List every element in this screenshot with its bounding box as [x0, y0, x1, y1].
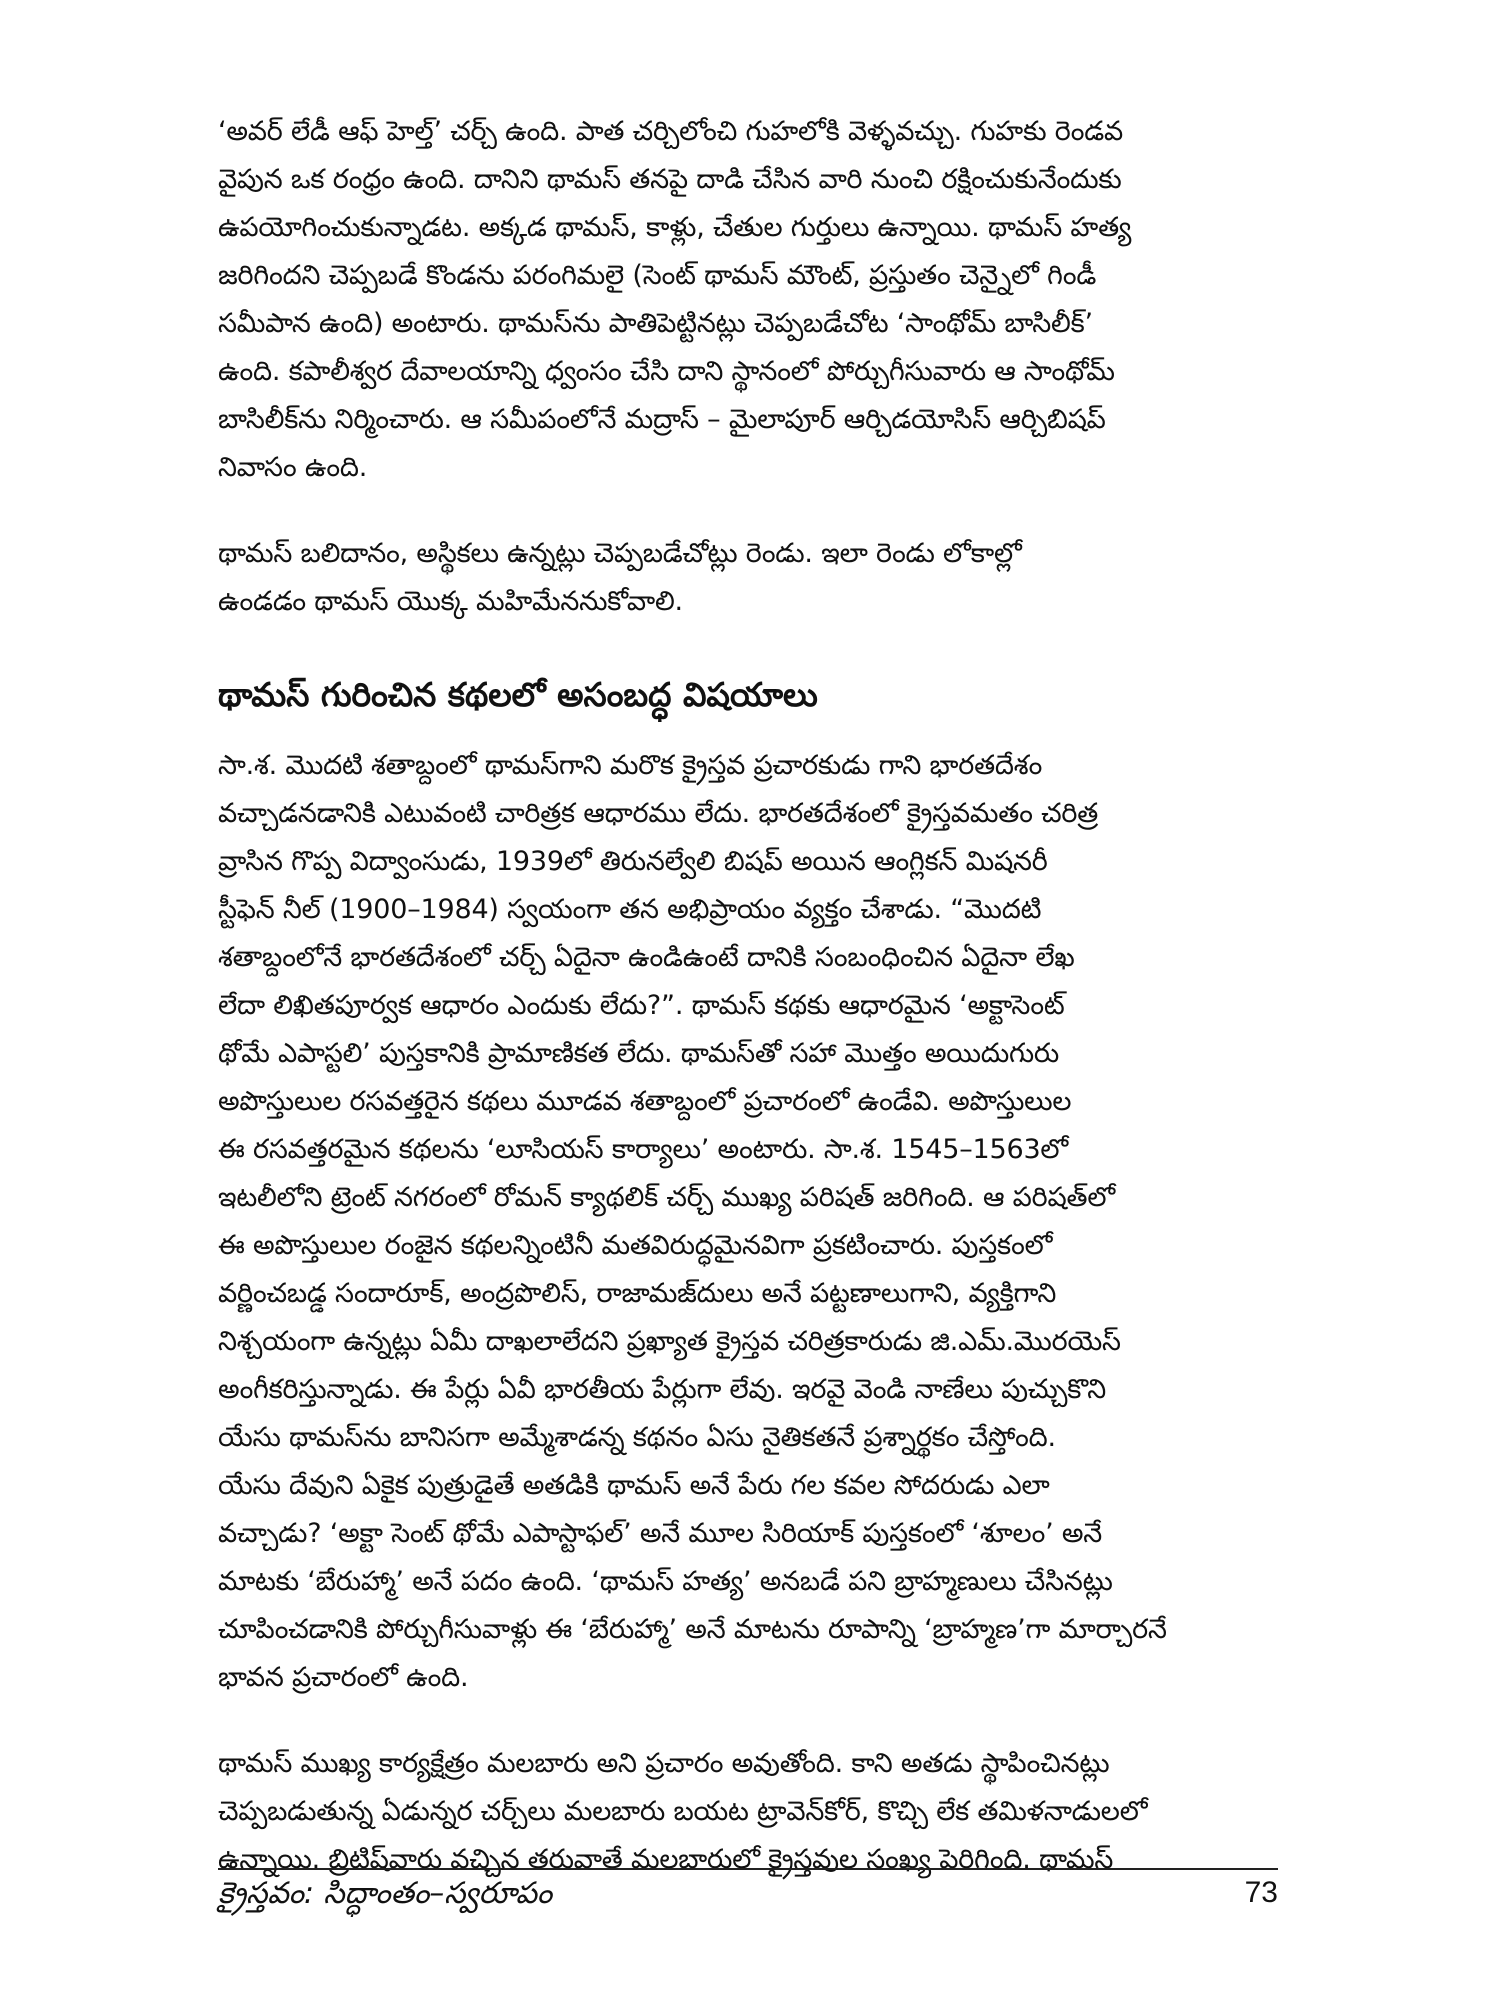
text-line: చెప్పబడుతున్న ఏడున్నర చర్చ్‌లు మలబారు బయట ట్రావెన్‌కోర్, కొచ్చి లేక తమిళనాడులలో [218, 1796, 1148, 1827]
text-line: అంగీకరిస్తున్నాడు. ఈ పేర్లు ఏవీ భారతీయ పేర్లుగా లేవు. ఇరవై వెండి నాణేలు పుచ్చుకొని [218, 1374, 1106, 1405]
text-line: ఇటలీలోని ట్రెంట్ నగరంలో రోమన్ క్యాథలిక్ చర్చ్ ముఖ్య పరిషత్ జరిగింది. ఆ పరిషత్‌లో [218, 1182, 1115, 1213]
paragraph-1 [218, 108, 1278, 492]
paragraph-3 [218, 742, 1278, 1702]
page-number: 73 [1244, 1876, 1278, 1909]
text-line: ‘అవర్ లేడీ ఆఫ్ హెల్త్’ చర్చ్ ఉంది. పాత చర్చిలోంచి గుహలోకి వెళ్ళవచ్చు. గుహకు రెండవ [218, 116, 1124, 147]
page-footer [218, 1868, 1278, 1930]
text-line: థోమే ఎపాస్టలి’ పుస్తకానికి ప్రామాణికత లేదు. థామస్‌తో సహా మొత్తం అయిదుగురు [218, 1038, 1060, 1069]
text-line: యేసు దేవుని ఏకైక పుత్రుడైతే అతడికి థామస్ అనే పేరు గల కవల సోదరుడు ఎలా [218, 1470, 1050, 1501]
text-line: థామస్ ముఖ్య కార్యక్షేత్రం మలబారు అని ప్రచారం అవుతోంది. కాని అతడు స్థాపించినట్లు [218, 1748, 1110, 1779]
text-line: నివాసం ఉంది. [218, 452, 368, 483]
text-line: నిశ్చయంగా ఉన్నట్లు ఏమీ దాఖలాలేదని ప్రఖ్యాత క్రైస్తవ చరిత్రకారుడు జి.ఎమ్.మొరయెస్ [218, 1326, 1121, 1357]
text-line: ఉండడం థామస్ యొక్క మహిమేననుకోవాలి. [218, 586, 683, 617]
text-line: వచ్చాడు? ‘అక్టా సెంట్ థోమే ఎపాస్టాఫల్’ అనే మూల సిరియాక్ పుస్తకంలో ‘శూలం’ అనే [218, 1518, 1103, 1549]
text-line: శతాబ్దంలోనే భారతదేశంలో చర్చ్ ఏదైనా ఉండిఉంటే దానికి సంబంధించిన ఏదైనా లేఖ [218, 942, 1075, 973]
paragraph-gap [218, 626, 1278, 664]
text-line: చూపించడానికి పోర్చుగీసువాళ్లు ఈ ‘బేరుహ్మా’ అనే మాటను రూపాన్ని ‘బ్రాహ్మణ’గా మార్చారనే [218, 1614, 1167, 1645]
text-line: ఈ రసవత్తరమైన కథలను ‘లూసియస్ కార్యాలు’ అంటారు. సా.శ. 1545–1563లో [218, 1134, 1069, 1165]
text-line: ఉన్నాయి. బ్రిటిష్‌వారు వచ్చిన తరువాతే మలబారులో క్రైస్తవుల సంఖ్య పెరిగింది. థామస్ [218, 1844, 1114, 1875]
paragraph-2 [218, 530, 1278, 626]
text-line: మాటకు ‘బేరుహ్మా’ అనే పదం ఉంది. ‘థామస్ హత్య’ అనబడే పని బ్రాహ్మణులు చేసినట్లు [218, 1566, 1113, 1597]
text-line: ఈ అపొస్తులుల రంజైన కథలన్నింటినీ మతవిరుద్ధమైనవిగా ప్రకటించారు. పుస్తకంలో [218, 1230, 1053, 1261]
text-line: స్టీఫెన్ నీల్ (1900–1984) స్వయంగా తన అభిప్రాయం వ్యక్తం చేశాడు. “మొదటి [218, 894, 1042, 925]
paragraph-4 [218, 1740, 1278, 1884]
text-line: థామస్ బలిదానం, అస్థికలు ఉన్నట్లు చెప్పబడేచోట్లు రెండు. ఇలా రెండు లోకాల్లో [218, 538, 1022, 569]
text-line: యేసు థామస్‌ను బానిసగా అమ్మేశాడన్న కథనం ఏసు నైతికతనే ప్రశ్నార్థకం చేస్తోంది. [218, 1422, 1056, 1453]
text-line: వ్రాసిన గొప్ప విద్వాంసుడు, 1939లో తిరునల్వేలి బిషప్ అయిన ఆంగ్లికన్ మిషనరీ [218, 846, 1048, 877]
text-line: వైపున ఒక రంధ్రం ఉంది. దానిని థామస్ తనపై దాడి చేసిన వారి నుంచి రక్షించుకునేందుకు [218, 164, 1122, 195]
text-line: సా.శ. మొదటి శతాబ్దంలో థామస్‌గాని మరొక క్రైస్తవ ప్రచారకుడు గాని భారతదేశం [218, 750, 1043, 781]
text-line: లేదా లిఖితపూర్వక ఆధారం ఎందుకు లేదు?”. థామస్ కథకు ఆధారమైన ‘అక్టాసెంట్ [218, 990, 1065, 1021]
text-line: జరిగిందని చెప్పబడే కొండను పరంగిమలై (సెంట్ థామస్ మౌంట్, ప్రస్తుతం చెన్నైలో గిండీ [218, 260, 1097, 291]
text-line: ఉపయోగించుకున్నాడట. అక్కడ థామస్, కాళ్లు, చేతుల గుర్తులు ఉన్నాయి. థామస్ హత్య [218, 212, 1132, 243]
text-line: అపొస్తులుల రసవత్తరైన కథలు మూడవ శతాబ్దంలో ప్రచారంలో ఉండేవి. అపొస్తులుల [218, 1086, 1072, 1117]
section-heading: థామస్ గురించిన కథలలో అసంబద్ధ విషయాలు [218, 675, 818, 714]
text-line: భావన ప్రచారంలో ఉంది. [218, 1662, 469, 1693]
paragraph-gap [218, 1702, 1278, 1740]
text-line: వర్ణించబడ్డ సందారూక్, అంద్రపొలిస్, రాజామజ్‌దులు అనే పట్టణాలుగాని, వ్యక్తిగాని [218, 1278, 1057, 1309]
text-line: సమీపాన ఉంది) అంటారు. థామస్‌ను పాతిపెట్టినట్లు చెప్పబడేచోట ‘సాంథోమ్ బాసిలీక్’ [218, 308, 1093, 339]
text-line: బాసిలీక్‌ను నిర్మించారు. ఆ సమీపంలోనే మద్రాస్ – మైలాపూర్ ఆర్చిడయోసిస్ ఆర్చిబిషప్ [218, 404, 1106, 435]
text-line: ఉంది. కపాలీశ్వర దేవాలయాన్ని ధ్వంసం చేసి దాని స్థానంలో పోర్చుగీసువారు ఆ సాంథోమ్ [218, 356, 1115, 387]
page-body [218, 108, 1278, 1884]
text-line: వచ్చాడనడానికి ఎటువంటి చారిత్రక ఆధారము లేదు. భారతదేశంలో క్రైస్తవమతం చరిత్ర [218, 798, 1099, 829]
paragraph-gap [218, 492, 1278, 530]
book-title: క్రైస్తవం: సిద్ధాంతం–స్వరూపం [218, 1876, 553, 1911]
